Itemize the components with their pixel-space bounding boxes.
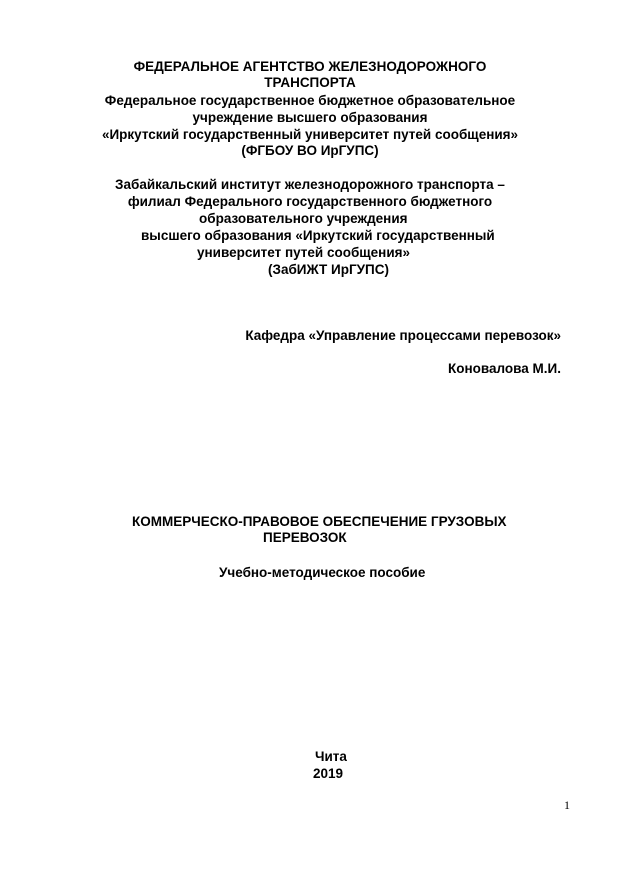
year: 2019 [313, 766, 344, 781]
agency-name-line2: ТРАНСПОРТА [264, 75, 356, 90]
fgbou-line2: учреждение высшего образования [192, 110, 428, 125]
institute-line3: образовательного учреждения [199, 211, 408, 226]
institute-abbr: (ЗабИЖТ ИрГУПС) [268, 262, 389, 277]
university-abbr: (ФГБОУ ВО ИрГУПС) [241, 143, 379, 158]
city: Чита [315, 749, 347, 764]
institute-line4: высшего образования «Иркутский государственный [141, 228, 495, 243]
department-name: Кафедра «Управление процессами перевозок» [245, 328, 561, 343]
institute-line1: Забайкальский институт железнодорожного транспорта – [115, 177, 505, 192]
page-number: 1 [564, 798, 570, 812]
university-name: «Иркутский государственный университет путей сообщения» [101, 127, 519, 142]
document-title-line1: КОММЕРЧЕСКО-ПРАВОВОЕ ОБЕСПЕЧЕНИЕ ГРУЗОВЫХ [132, 514, 507, 529]
institute-line2: филиал Федерального государственного бюджетного [127, 194, 493, 209]
institute-line5: университет путей сообщения» [197, 245, 411, 260]
fgbou-line1: Федеральное государственное бюджетное образовательное [104, 93, 516, 108]
author-name: Коновалова М.И. [448, 361, 561, 376]
document-title-line2: ПЕРЕВОЗОК [263, 530, 347, 545]
document-type: Учебно-методическое пособие [219, 565, 426, 580]
agency-name-line1: ФЕДЕРАЛЬНОЕ АГЕНТСТВО ЖЕЛЕЗНОДОРОЖНОГО [133, 59, 487, 74]
